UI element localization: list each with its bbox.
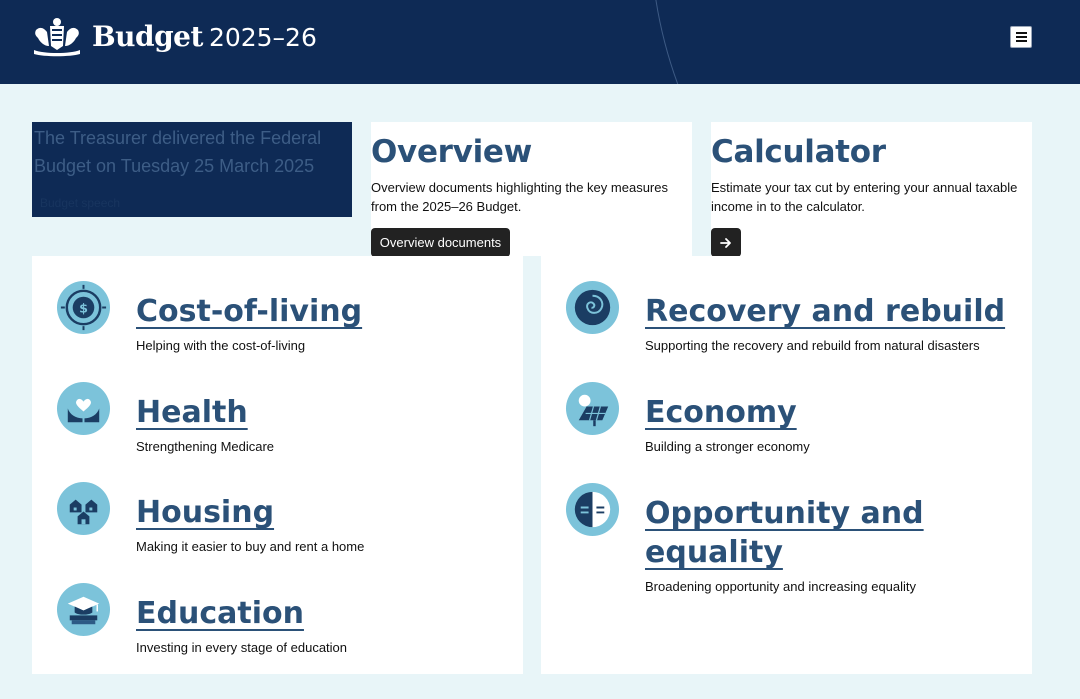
education-description: Investing in every stage of education	[136, 640, 348, 655]
opportunity-and-equality-description: Broadening opportunity and increasing equality	[645, 579, 917, 594]
overview-card	[371, 122, 692, 256]
cost-of-living-link[interactable]: Cost-of-living	[136, 294, 363, 329]
cyclone-icon	[565, 280, 620, 335]
priorities-panel-left	[32, 256, 523, 674]
priorities-panel-right	[541, 256, 1032, 674]
hamburger-menu-icon[interactable]	[1010, 26, 1032, 48]
health-description: Strengthening Medicare	[136, 439, 275, 454]
site-header	[0, 0, 1080, 84]
svg-text:$: $	[79, 301, 88, 317]
education-link[interactable]: Education	[136, 596, 304, 631]
housing-description: Making it easier to buy and rent a home	[136, 539, 365, 554]
calculator-title: Calculator	[711, 134, 886, 170]
calculator-description: Estimate your tax cut by entering your annual taxable income in to the calculator.	[711, 180, 1018, 214]
dollar-coin-icon	[56, 280, 111, 335]
cost-of-living-description: Helping with the cost-of-living	[136, 338, 306, 353]
recovery-and-rebuild-link[interactable]: Recovery and rebuild	[645, 294, 1006, 329]
treasurer-text: The Treasurer delivered the Federal Budget on Tuesday 25 March 2025	[34, 128, 322, 176]
arrow-right-icon	[719, 236, 733, 250]
opportunity-and-equality-link[interactable]	[645, 494, 945, 572]
overview-title: Overview	[371, 134, 532, 170]
heart-hands-icon	[56, 381, 111, 436]
site-brand[interactable]	[92, 20, 317, 53]
opportunity-and-equality-title: Opportunity and equality	[645, 496, 924, 570]
brand-year: 2025–26	[208, 23, 317, 52]
economy-link[interactable]: Economy	[645, 395, 797, 430]
solar-panel-icon	[565, 381, 620, 436]
brand-word: Budget	[92, 20, 203, 53]
overview-description: Overview documents highlighting the key measures from the 2025–26 Budget.	[371, 180, 668, 214]
health-link[interactable]: Health	[136, 395, 248, 430]
coat-of-arms-icon[interactable]	[30, 16, 84, 58]
treasurer-banner	[32, 122, 352, 217]
budget-speech-link[interactable]: Budget speech	[40, 196, 121, 210]
overview-documents-button[interactable]: Overview documents	[371, 228, 510, 257]
graduation-cap-icon	[56, 582, 111, 637]
housing-link[interactable]: Housing	[136, 495, 275, 530]
page-bottom-strip	[0, 674, 1080, 699]
equality-icon	[565, 482, 620, 537]
calculator-arrow-button[interactable]	[711, 228, 741, 257]
recovery-and-rebuild-description: Supporting the recovery and rebuild from natural disasters	[645, 338, 980, 353]
houses-icon	[56, 481, 111, 536]
calculator-card	[711, 122, 1032, 256]
economy-description: Building a stronger economy	[645, 439, 810, 454]
